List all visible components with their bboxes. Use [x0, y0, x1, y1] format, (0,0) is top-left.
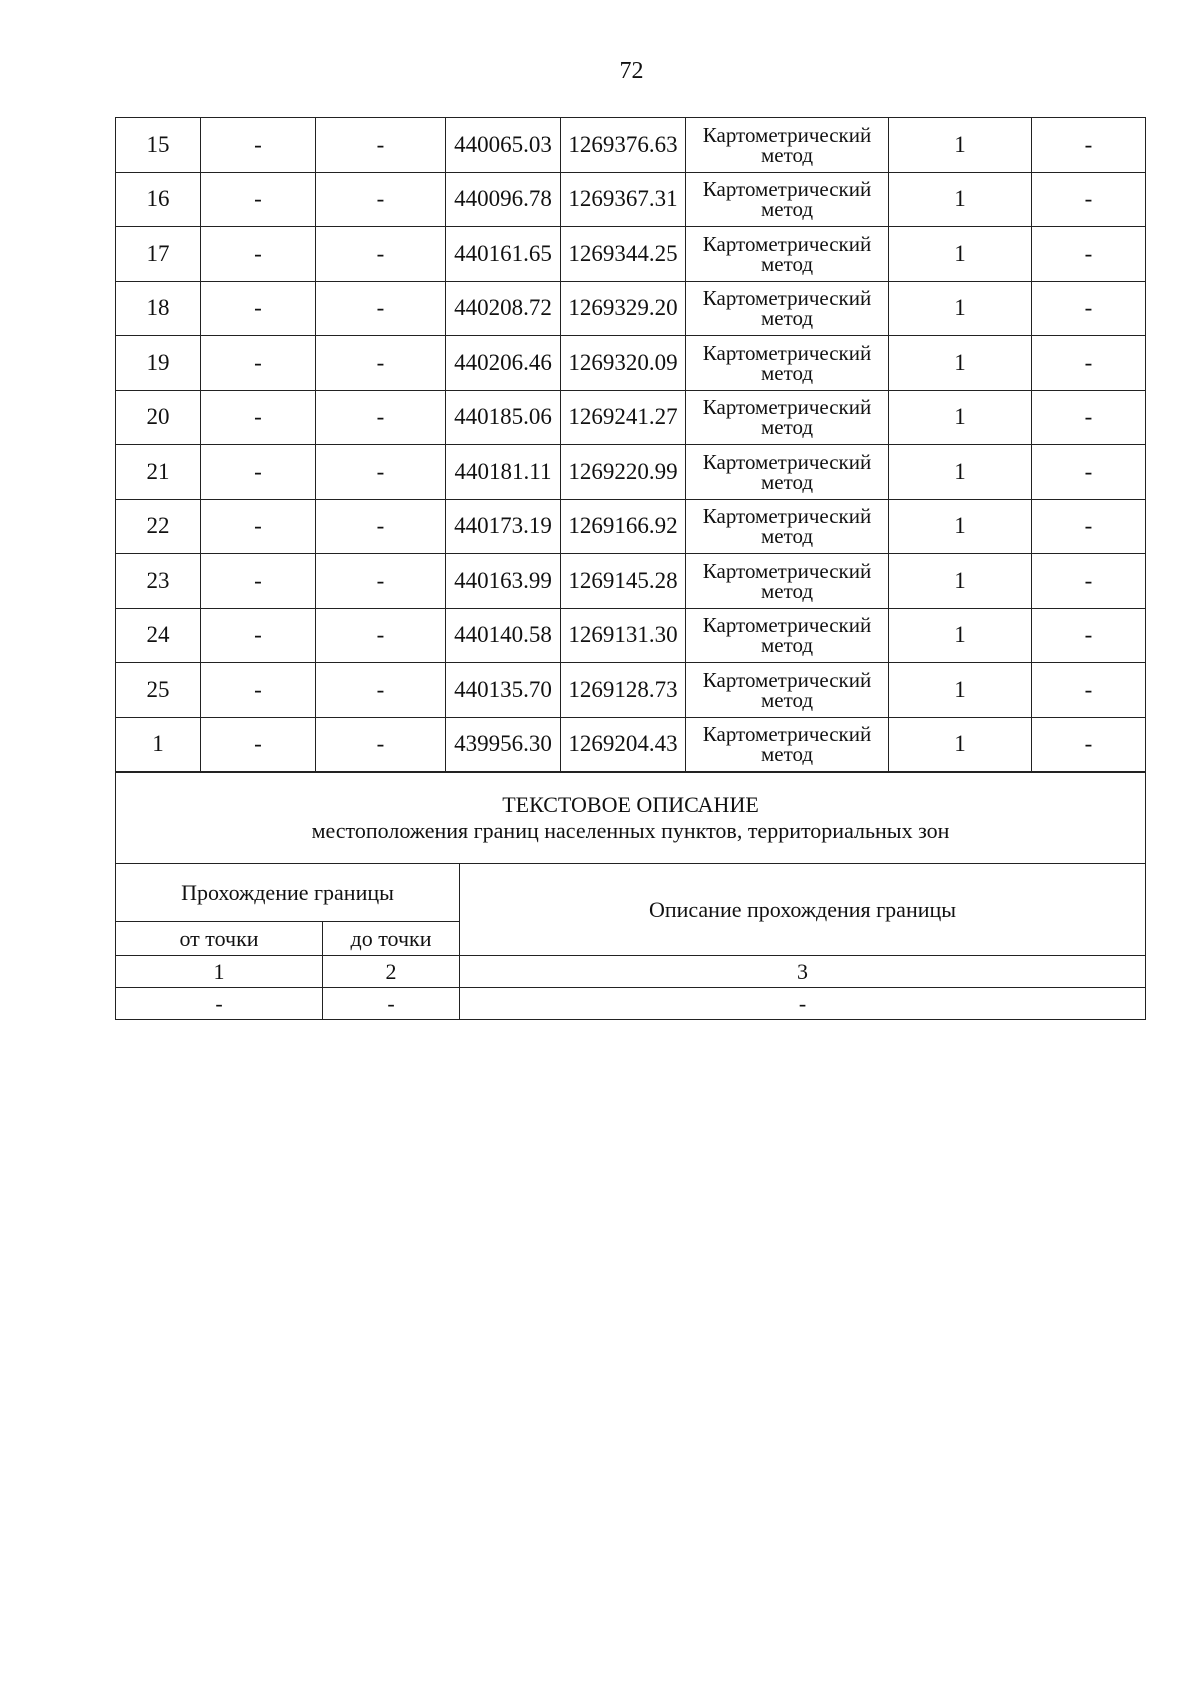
note-cell: -: [1032, 445, 1146, 500]
x-coordinate-cell: 440161.65: [446, 227, 561, 282]
note-cell: -: [1032, 118, 1146, 173]
dash-cell: -: [201, 663, 316, 718]
point-number-cell: 20: [116, 390, 201, 445]
table-row: [116, 608, 1146, 663]
method-cell: Картометрический метод: [686, 445, 889, 500]
dash-cell: -: [316, 390, 446, 445]
dash-cell: -: [316, 608, 446, 663]
note-cell: -: [1032, 608, 1146, 663]
y-coordinate-cell: 1269367.31: [561, 172, 686, 227]
y-coordinate-cell: 1269320.09: [561, 336, 686, 391]
dash-cell: -: [316, 717, 446, 772]
to-point-cell: -: [323, 988, 460, 1020]
accuracy-cell: 1: [889, 227, 1032, 282]
dash-cell: -: [316, 281, 446, 336]
from-point-header: от точки: [116, 922, 323, 956]
description-title-cell: [116, 773, 1146, 864]
accuracy-cell: 1: [889, 390, 1032, 445]
accuracy-cell: 1: [889, 608, 1032, 663]
dash-cell: -: [316, 499, 446, 554]
y-coordinate-cell: 1269131.30: [561, 608, 686, 663]
table-row: [116, 390, 1146, 445]
y-coordinate-cell: 1269329.20: [561, 281, 686, 336]
accuracy-cell: 1: [889, 118, 1032, 173]
table-row: [116, 118, 1146, 173]
dash-cell: -: [316, 336, 446, 391]
column-number: 1: [116, 956, 323, 988]
accuracy-cell: 1: [889, 717, 1032, 772]
method-cell: Картометрический метод: [686, 554, 889, 609]
y-coordinate-cell: 1269344.25: [561, 227, 686, 282]
point-number-cell: 25: [116, 663, 201, 718]
to-point-header: до точки: [323, 922, 460, 956]
dash-cell: -: [201, 281, 316, 336]
x-coordinate-cell: 440096.78: [446, 172, 561, 227]
accuracy-cell: 1: [889, 281, 1032, 336]
x-coordinate-cell: 440140.58: [446, 608, 561, 663]
x-coordinate-cell: 440135.70: [446, 663, 561, 718]
table-row: [116, 663, 1146, 718]
note-cell: -: [1032, 390, 1146, 445]
dash-cell: -: [201, 717, 316, 772]
dash-cell: -: [316, 172, 446, 227]
table-row: [116, 336, 1146, 391]
point-number-cell: 15: [116, 118, 201, 173]
point-number-cell: 16: [116, 172, 201, 227]
x-coordinate-cell: 440173.19: [446, 499, 561, 554]
accuracy-cell: 1: [889, 499, 1032, 554]
x-coordinate-cell: 440185.06: [446, 390, 561, 445]
method-cell: Картометрический метод: [686, 663, 889, 718]
method-cell: Картометрический метод: [686, 118, 889, 173]
note-cell: -: [1032, 281, 1146, 336]
point-number-cell: 21: [116, 445, 201, 500]
dash-cell: -: [316, 227, 446, 282]
method-cell: Картометрический метод: [686, 390, 889, 445]
note-cell: -: [1032, 554, 1146, 609]
table-row: [116, 227, 1146, 282]
dash-cell: -: [201, 554, 316, 609]
x-coordinate-cell: 440065.03: [446, 118, 561, 173]
accuracy-cell: 1: [889, 172, 1032, 227]
table-row: [116, 717, 1146, 772]
point-number-cell: 19: [116, 336, 201, 391]
boundary-description-header: Описание прохождения границы: [460, 864, 1146, 956]
x-coordinate-cell: 440208.72: [446, 281, 561, 336]
coordinates-table: [115, 117, 1146, 772]
dash-cell: -: [316, 554, 446, 609]
note-cell: -: [1032, 499, 1146, 554]
note-cell: -: [1032, 227, 1146, 282]
description-title: ТЕКСТОВОЕ ОПИСАНИЕ: [502, 792, 759, 817]
point-number-cell: 18: [116, 281, 201, 336]
table-row: [116, 281, 1146, 336]
method-cell: Картометрический метод: [686, 281, 889, 336]
note-cell: -: [1032, 336, 1146, 391]
boundary-passage-header: Прохождение границы: [116, 864, 460, 922]
x-coordinate-cell: 439956.30: [446, 717, 561, 772]
point-number-cell: 24: [116, 608, 201, 663]
description-table: [115, 772, 1146, 1020]
y-coordinate-cell: 1269166.92: [561, 499, 686, 554]
page-number: 72: [619, 58, 644, 84]
accuracy-cell: 1: [889, 336, 1032, 391]
dash-cell: -: [201, 499, 316, 554]
dash-cell: -: [201, 227, 316, 282]
dash-cell: -: [316, 445, 446, 500]
method-cell: Картометрический метод: [686, 499, 889, 554]
accuracy-cell: 1: [889, 663, 1032, 718]
table-row: [116, 172, 1146, 227]
note-cell: -: [1032, 172, 1146, 227]
dash-cell: -: [201, 172, 316, 227]
accuracy-cell: 1: [889, 554, 1032, 609]
point-number-cell: 23: [116, 554, 201, 609]
dash-cell: -: [316, 118, 446, 173]
description-cell: -: [460, 988, 1146, 1020]
column-number: 3: [460, 956, 1146, 988]
y-coordinate-cell: 1269145.28: [561, 554, 686, 609]
x-coordinate-cell: 440206.46: [446, 336, 561, 391]
x-coordinate-cell: 440163.99: [446, 554, 561, 609]
column-number: 2: [323, 956, 460, 988]
point-number-cell: 1: [116, 717, 201, 772]
method-cell: Картометрический метод: [686, 172, 889, 227]
note-cell: -: [1032, 717, 1146, 772]
dash-cell: -: [201, 445, 316, 500]
method-cell: Картометрический метод: [686, 227, 889, 282]
method-cell: Картометрический метод: [686, 717, 889, 772]
method-cell: Картометрический метод: [686, 608, 889, 663]
table-row: [116, 554, 1146, 609]
dash-cell: -: [201, 608, 316, 663]
y-coordinate-cell: 1269376.63: [561, 118, 686, 173]
y-coordinate-cell: 1269220.99: [561, 445, 686, 500]
table-row: [116, 499, 1146, 554]
note-cell: -: [1032, 663, 1146, 718]
x-coordinate-cell: 440181.11: [446, 445, 561, 500]
description-subtitle: местоположения границ населенных пунктов, территориальных зон: [311, 818, 950, 843]
y-coordinate-cell: 1269204.43: [561, 717, 686, 772]
table-row: [116, 445, 1146, 500]
dash-cell: -: [201, 118, 316, 173]
dash-cell: -: [316, 663, 446, 718]
y-coordinate-cell: 1269241.27: [561, 390, 686, 445]
accuracy-cell: 1: [889, 445, 1032, 500]
y-coordinate-cell: 1269128.73: [561, 663, 686, 718]
dash-cell: -: [201, 390, 316, 445]
point-number-cell: 22: [116, 499, 201, 554]
from-point-cell: -: [116, 988, 323, 1020]
dash-cell: -: [201, 336, 316, 391]
method-cell: Картометрический метод: [686, 336, 889, 391]
point-number-cell: 17: [116, 227, 201, 282]
